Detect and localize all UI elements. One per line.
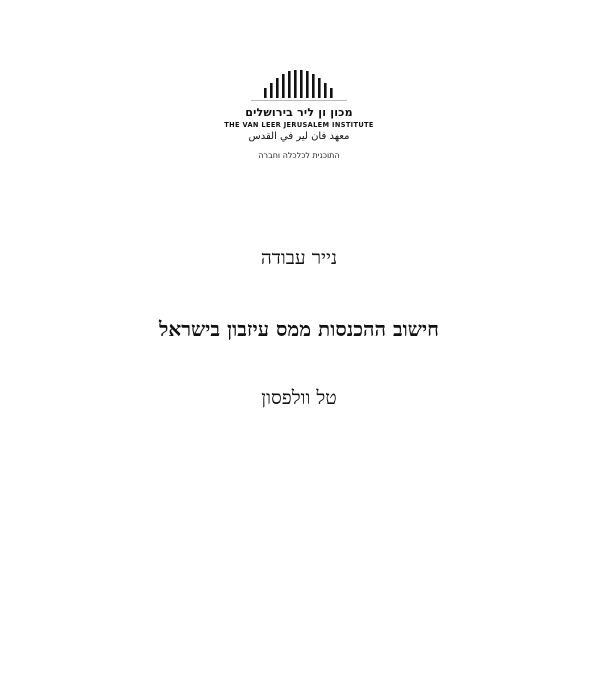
document-author: טל וולפסון bbox=[261, 387, 337, 409]
document-title: חישוב ההכנסות ממס עיזבון בישראל bbox=[159, 317, 439, 341]
van-leer-pillars-logo-icon bbox=[261, 70, 337, 98]
institute-logo-block bbox=[0, 70, 598, 161]
logo-divider bbox=[251, 100, 347, 101]
institute-name-arabic: معهد فان لير في القدس bbox=[248, 131, 350, 142]
institute-name-hebrew: מכון ון ליר בירושלים bbox=[245, 106, 353, 119]
institute-name-english: THE VAN LEER JERUSALEM INSTITUTE bbox=[224, 121, 374, 129]
document-type: נייר עבודה bbox=[260, 247, 338, 269]
program-name: התוכנית לכלכלה וחברה bbox=[258, 151, 340, 160]
